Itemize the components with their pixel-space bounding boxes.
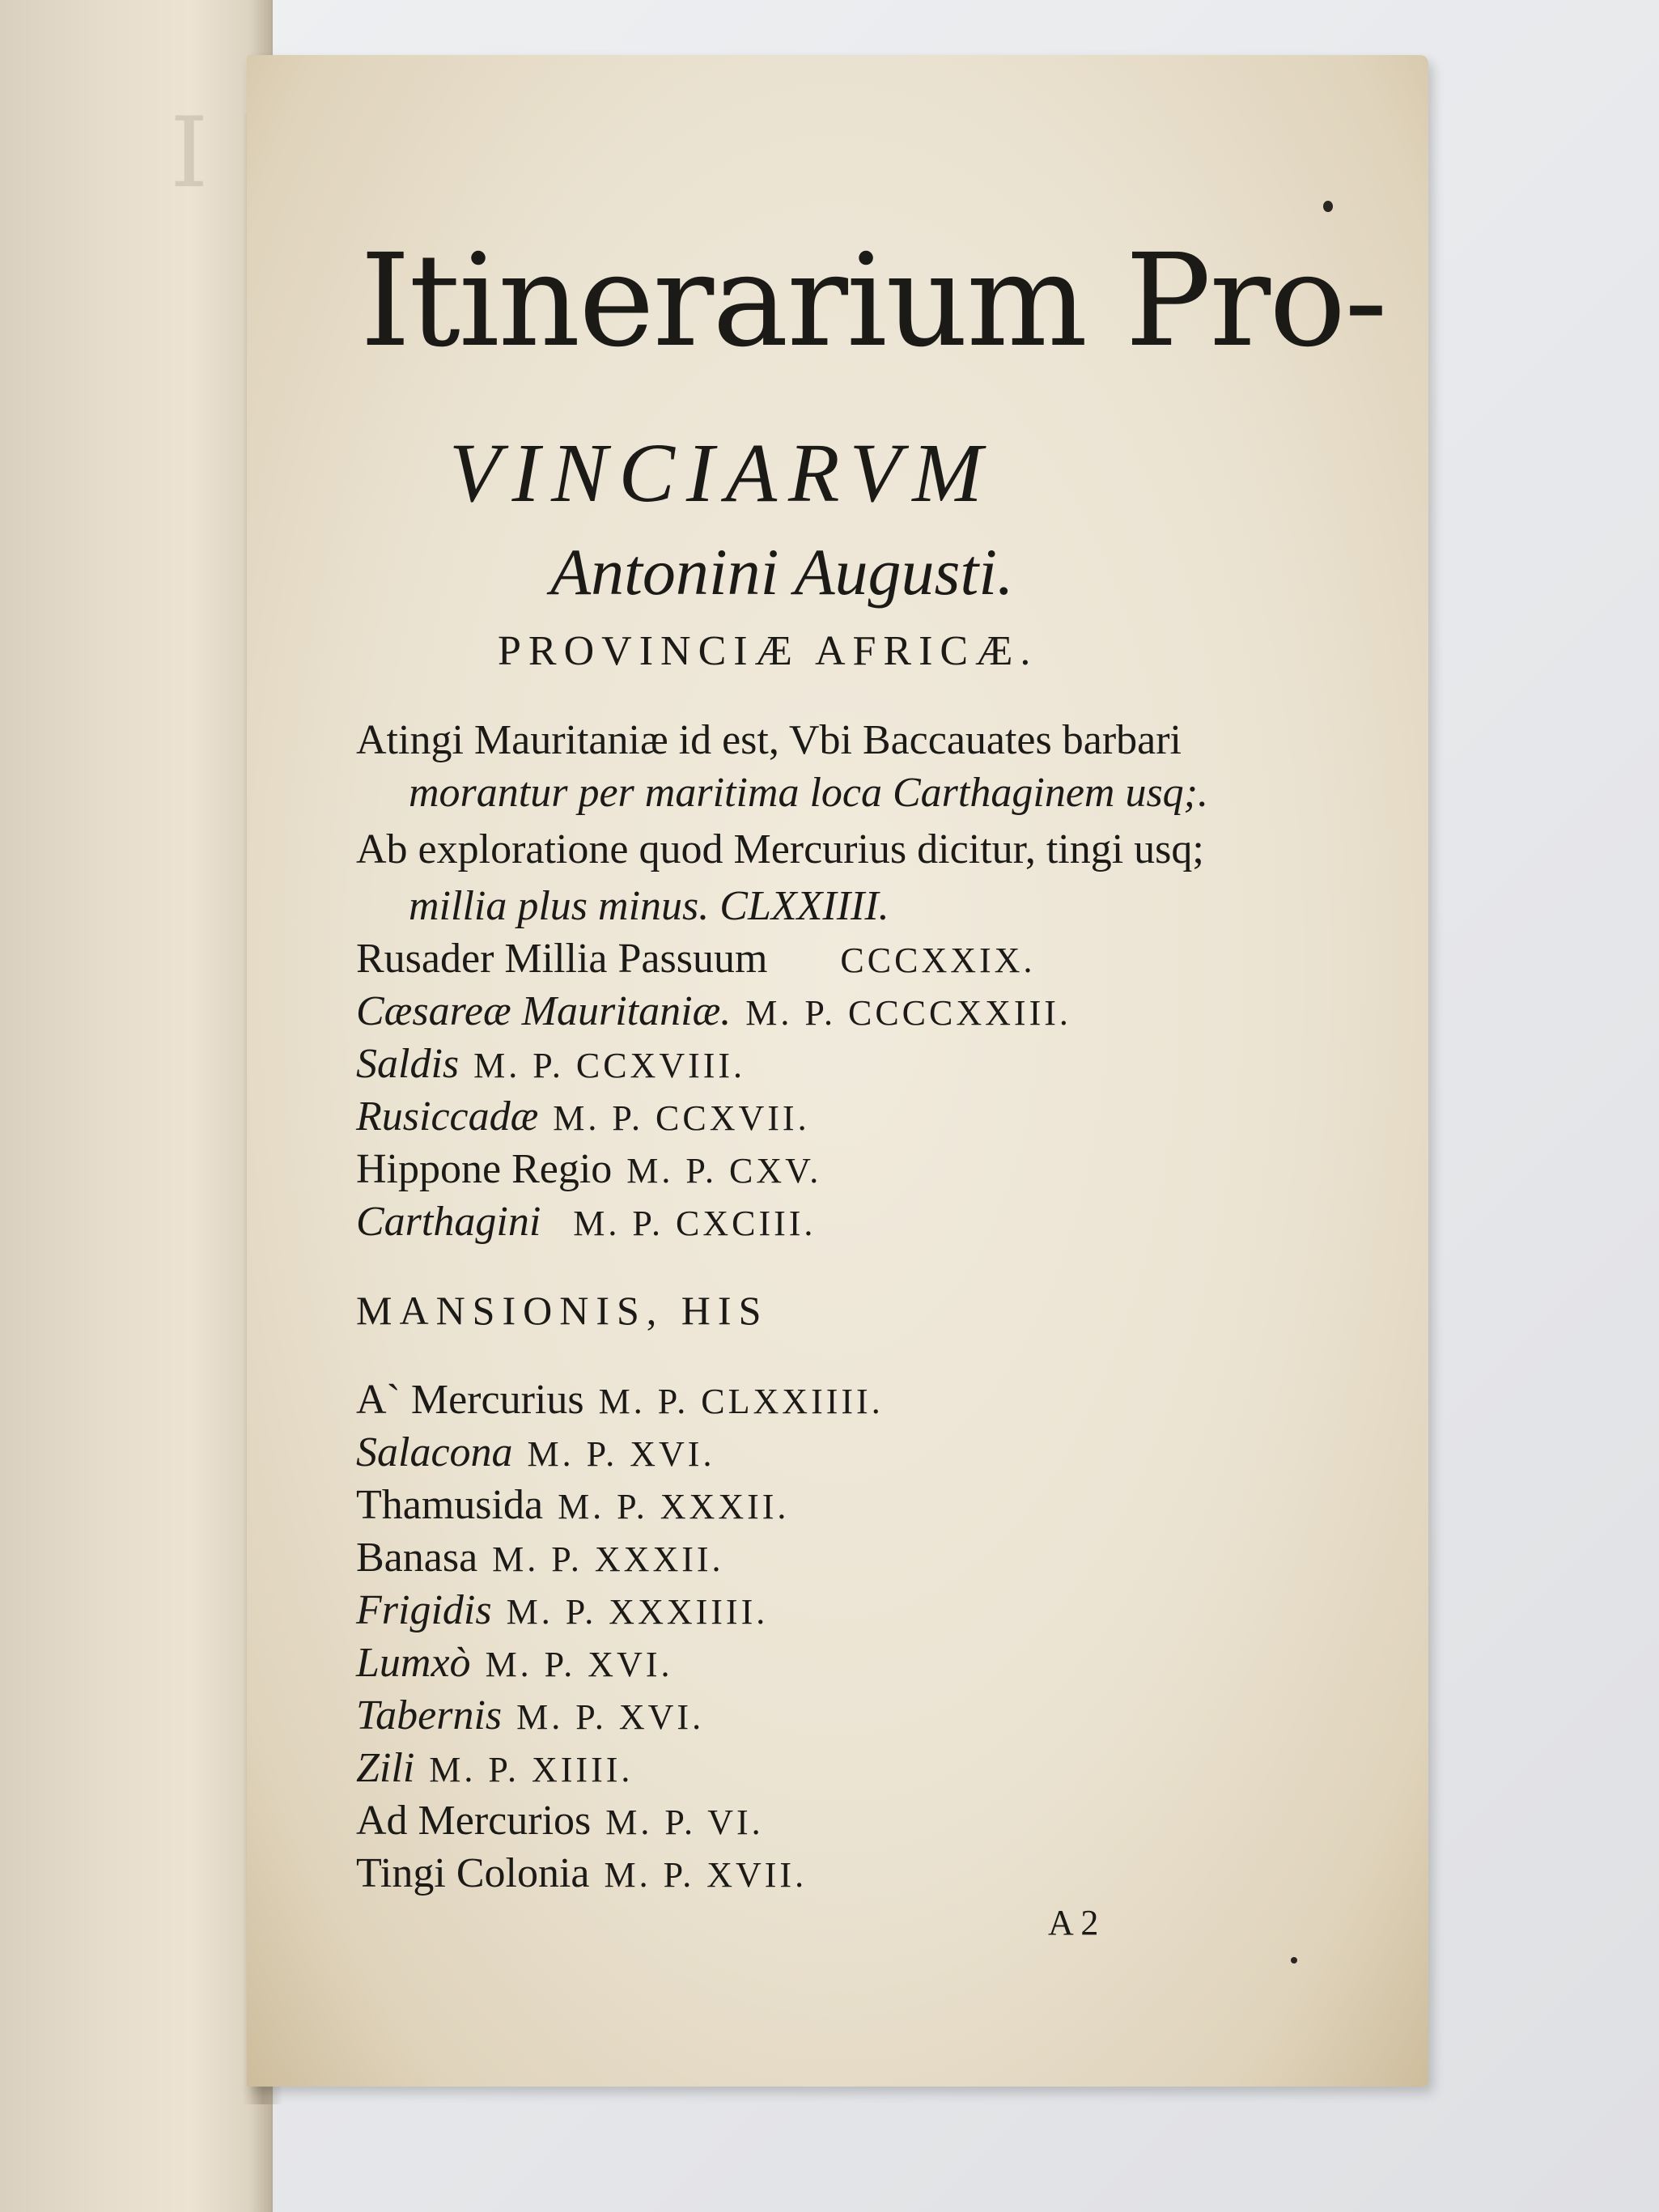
place-name: Tabernis xyxy=(356,1692,503,1739)
intro-line: Atingi Mauritaniæ id est, Vbi Baccauates barbari xyxy=(356,717,1182,763)
distance: M. P. XXXII. xyxy=(492,1539,724,1579)
place-name: Thamusida xyxy=(356,1482,544,1528)
list-item xyxy=(356,1429,715,1476)
ink-speck xyxy=(1291,1957,1297,1964)
place-name: Salacona xyxy=(356,1429,513,1475)
distance: M. P. CLXXIIII. xyxy=(598,1382,884,1421)
list-item xyxy=(356,1376,884,1424)
place-name: Rusader Millia Passuum xyxy=(356,936,768,982)
list-item xyxy=(356,1040,745,1088)
place-name: Saldis xyxy=(356,1041,460,1087)
list-item xyxy=(356,935,1035,983)
list-item xyxy=(356,1692,704,1739)
place-name: Lumxò xyxy=(356,1640,471,1686)
list-item xyxy=(356,1093,810,1140)
distance: M. P. XXXIIII. xyxy=(506,1592,769,1632)
place-name: Banasa xyxy=(356,1535,478,1581)
list-item xyxy=(356,1639,673,1687)
list-item xyxy=(356,1797,764,1845)
list-item xyxy=(356,1481,789,1529)
place-name: Tingi Colonia xyxy=(356,1850,590,1896)
signature-mark: A 2 xyxy=(1048,1903,1099,1942)
distance: M. P. CCXVIII. xyxy=(473,1046,746,1085)
intro-line: morantur per maritima loca Carthaginem usq;. xyxy=(409,770,1208,816)
title-continuation: VINCIARVM xyxy=(449,427,994,520)
distance: M. P. XVII. xyxy=(604,1855,808,1895)
ink-speck xyxy=(1323,201,1333,212)
place-name: Zili xyxy=(356,1745,415,1791)
place-name: Ad Mercurios xyxy=(356,1798,592,1844)
intro-line: Ab exploratione quod Mercurius dicitur, tingi usq; xyxy=(356,826,1204,872)
place-name: Hippone Regio xyxy=(356,1146,613,1192)
place-name: Rusiccadæ xyxy=(356,1093,539,1140)
intro-line: millia plus minus. CLXXIIII. xyxy=(409,883,889,929)
distance: M. P. XIIII. xyxy=(429,1750,634,1790)
distance: M. P. CCCCXXIII. xyxy=(745,993,1071,1033)
list-item xyxy=(356,1534,724,1582)
place-name: A` Mercurius xyxy=(356,1377,584,1423)
distance: M. P. XXXII. xyxy=(558,1487,790,1526)
place-name: Cæsareæ Mauritaniæ. xyxy=(356,988,732,1034)
list-item xyxy=(356,1145,821,1193)
section-heading-mansiones: MANSIONIS, HIS xyxy=(356,1288,769,1333)
distance: M. P. XVI. xyxy=(527,1434,715,1474)
distance: M. P. CXV. xyxy=(626,1151,822,1191)
place-name: Carthagini xyxy=(356,1199,541,1245)
list-item xyxy=(356,1849,807,1897)
distance: M. P. CXCIII. xyxy=(573,1204,817,1243)
author-line: Antonini Augusti. xyxy=(550,535,1014,609)
distance: M. P. XVI. xyxy=(485,1645,673,1684)
place-name: Frigidis xyxy=(356,1587,492,1633)
distance: M. P. CCXVII. xyxy=(553,1098,810,1138)
page-title: Itinerarium Pro- xyxy=(360,227,1386,376)
section-heading: PROVINCIÆ AFRICÆ. xyxy=(498,628,1038,674)
distance: CCCXXIX. xyxy=(840,940,1036,980)
list-item xyxy=(356,1744,633,1792)
left-page xyxy=(0,0,273,2212)
list-item xyxy=(356,1198,816,1246)
distance: M. P. VI. xyxy=(605,1802,764,1842)
list-item xyxy=(356,987,1071,1035)
left-page-bleed-through: I xyxy=(170,97,209,210)
distance: M. P. XVI. xyxy=(516,1697,705,1737)
list-item xyxy=(356,1586,768,1634)
